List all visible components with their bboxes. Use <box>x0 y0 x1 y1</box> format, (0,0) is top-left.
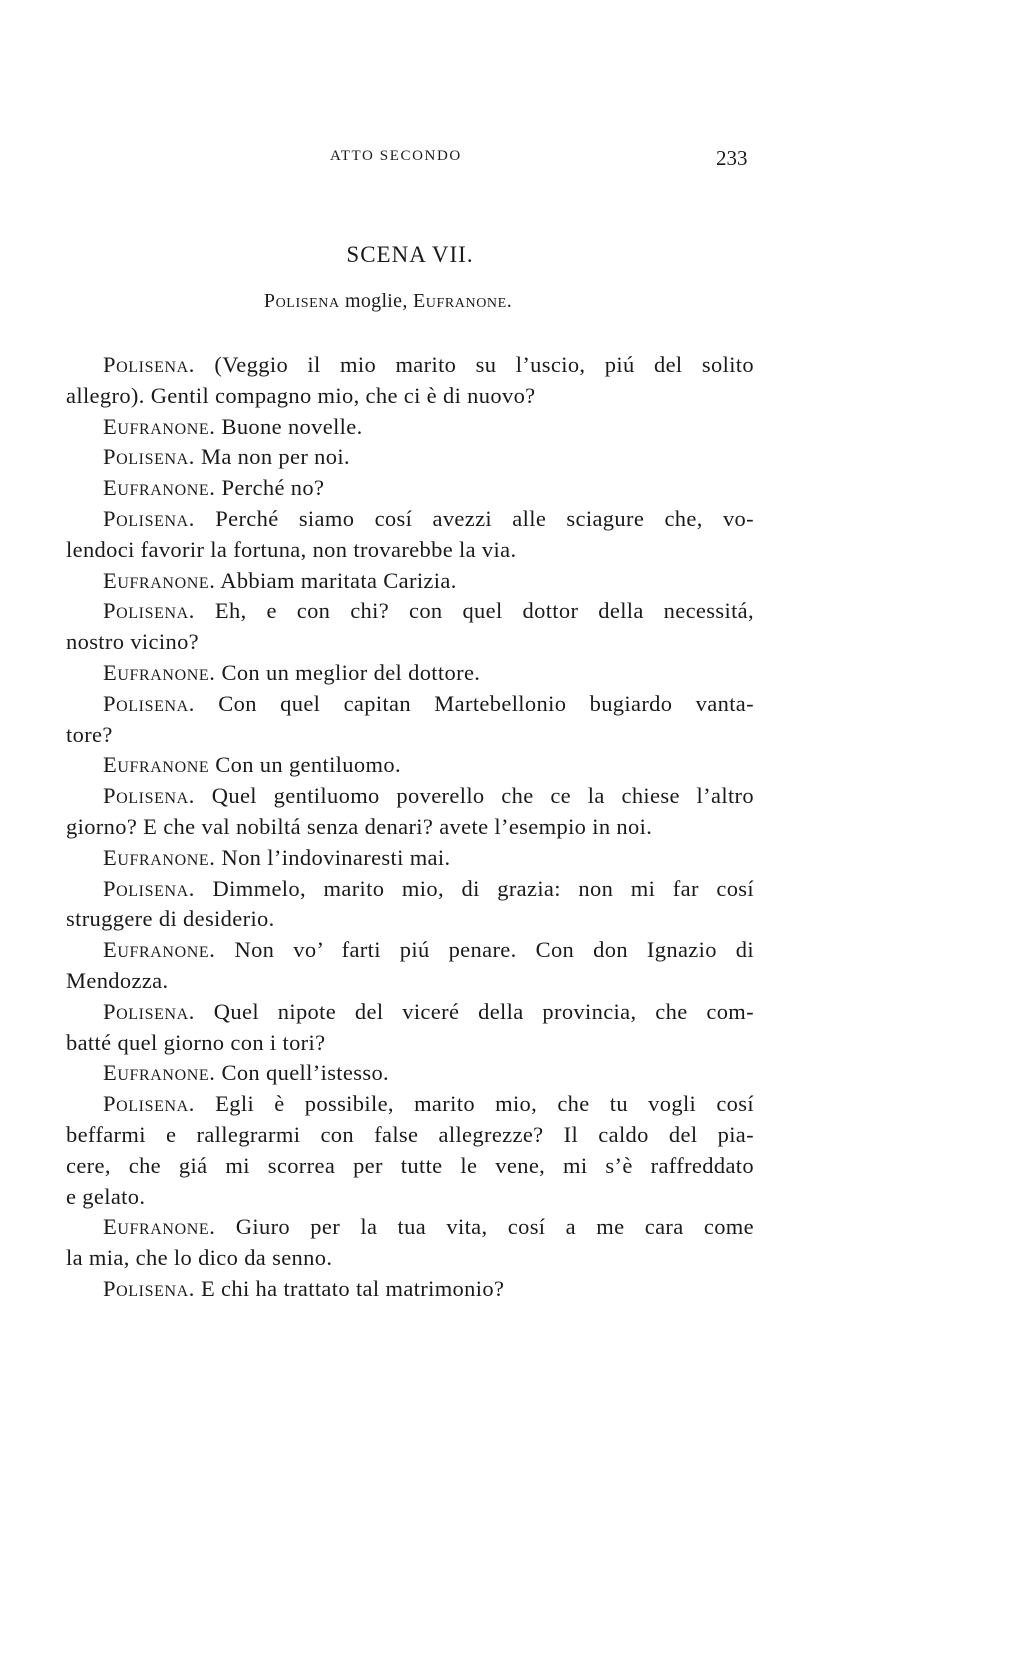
text-line <box>66 997 754 1028</box>
dialogue-body <box>66 350 754 1305</box>
line-text: Giuro per la tua vita, cosí a me cara come <box>215 1214 754 1240</box>
speaker-name: Polisena. <box>103 1275 195 1301</box>
dialogue-paragraph <box>66 658 754 689</box>
line-text: batté quel giorno con i tori? <box>66 1029 326 1055</box>
text-line <box>66 473 754 504</box>
text-line <box>66 381 754 412</box>
line-text: allegro). Gentil compagno mio, che ci è di nuovo? <box>66 382 536 408</box>
text-line <box>66 412 754 443</box>
line-text: Abbiam maritata Carizia. <box>215 567 457 593</box>
line-text: Quel gentiluomo poverello che ce la chiese l’altro <box>194 783 754 809</box>
text-line <box>66 504 754 535</box>
line-text: (Veggio il mio marito su l’uscio, piú del solito <box>194 352 754 377</box>
line-text: e gelato. <box>66 1183 146 1209</box>
text-line <box>66 596 754 627</box>
dialogue-paragraph <box>66 1212 754 1274</box>
line-text: Ma non per noi. <box>194 444 350 470</box>
dialogue-paragraph <box>66 874 754 936</box>
text-line <box>66 874 754 905</box>
text-line <box>66 1058 754 1089</box>
dialogue-paragraph <box>66 1058 754 1089</box>
scene-title: SCENA VII. <box>346 242 474 267</box>
text-line <box>66 843 754 874</box>
text-line <box>66 1120 754 1151</box>
text-line <box>66 442 754 473</box>
text-line <box>66 966 754 997</box>
speaker-name: Polisena. <box>103 998 195 1024</box>
cast-description: moglie, <box>339 290 413 312</box>
line-text: lendoci favorir la fortuna, non trovarebbe la via. <box>66 536 517 562</box>
line-text: Buone novelle. <box>215 413 363 439</box>
line-text: E chi ha trattato tal matrimonio? <box>194 1275 505 1301</box>
line-text: beffarmi e rallegrarmi con false allegrezze? Il caldo del pia- <box>66 1121 754 1147</box>
speaker-name: Eufranone. <box>103 1060 216 1086</box>
speaker-name: Eufranone <box>103 752 210 778</box>
line-text: Dimmelo, marito mio, di grazia: non mi far cosí <box>194 875 754 901</box>
running-head-title: ATTO SECONDO <box>330 148 462 164</box>
cast-speaker-eufranone: Eufranone <box>412 290 507 312</box>
speaker-name: Eufranone. <box>103 475 216 501</box>
dialogue-paragraph <box>66 750 754 781</box>
line-text: Egli è possibile, marito mio, che tu vogli cosí <box>194 1091 754 1117</box>
line-text: tore? <box>66 721 113 747</box>
dialogue-paragraph <box>66 442 754 473</box>
cast-list <box>0 290 776 313</box>
running-head <box>0 146 1016 170</box>
dialogue-paragraph <box>66 566 754 597</box>
text-line <box>66 750 754 781</box>
speaker-name: Eufranone. <box>103 413 216 439</box>
text-line <box>66 1243 754 1274</box>
cast-speaker-polisena: Polisena <box>263 290 340 312</box>
text-line <box>66 1151 754 1182</box>
speaker-name: Eufranone. <box>103 659 216 685</box>
line-text: Con quel capitan Martebellonio bugiardo vanta- <box>194 690 754 716</box>
line-text: la mia, che lo dico da senno. <box>66 1245 333 1271</box>
text-line <box>66 350 754 381</box>
line-text: Con quell’istesso. <box>215 1060 390 1086</box>
line-text: Quel nipote del viceré della provincia, che com- <box>194 998 754 1024</box>
dialogue-paragraph <box>66 997 754 1059</box>
text-line <box>66 689 754 720</box>
text-line <box>66 1182 754 1213</box>
speaker-name: Polisena. <box>103 875 195 901</box>
line-text: cere, che giá mi scorrea per tutte le vene, mi s’è raffreddato <box>66 1152 754 1178</box>
line-text: Con un meglior del dottore. <box>215 659 481 685</box>
text-line <box>66 535 754 566</box>
text-line <box>66 904 754 935</box>
speaker-name: Eufranone. <box>103 937 216 963</box>
text-line <box>66 781 754 812</box>
line-text: nostro vicino? <box>66 629 200 655</box>
line-text: Perché no? <box>215 475 325 501</box>
line-text: Perché siamo cosí avezzi alle sciagure che, vo- <box>194 505 754 531</box>
speaker-name: Polisena. <box>103 352 195 377</box>
line-text: Non l’indovinaresti mai. <box>215 844 451 870</box>
dialogue-paragraph <box>66 596 754 658</box>
text-line <box>66 935 754 966</box>
speaker-name: Polisena. <box>103 505 195 531</box>
text-line <box>66 658 754 689</box>
speaker-name: Eufranone. <box>103 1214 216 1240</box>
line-text: Con un gentiluomo. <box>209 752 401 778</box>
text-line <box>66 1274 754 1305</box>
page-number: 233 <box>716 146 748 170</box>
line-text: Non vo’ farti piú penare. Con don Ignazio di <box>215 937 754 963</box>
line-text: giorno? E che val nobiltá senza denari? avete l’esempio in noi. <box>66 813 653 839</box>
dialogue-paragraph <box>66 1089 754 1212</box>
dialogue-paragraph <box>66 504 754 566</box>
text-line <box>66 812 754 843</box>
speaker-name: Polisena. <box>103 598 195 624</box>
dialogue-paragraph <box>66 350 754 412</box>
text-line <box>66 720 754 751</box>
dialogue-paragraph <box>66 1274 754 1305</box>
dialogue-paragraph <box>66 781 754 843</box>
cast-end: . <box>506 290 513 312</box>
line-text: Eh, e con chi? con quel dottor della necessitá, <box>194 598 754 624</box>
text-line <box>66 566 754 597</box>
dialogue-paragraph <box>66 843 754 874</box>
dialogue-paragraph <box>66 473 754 504</box>
speaker-name: Polisena. <box>103 783 195 809</box>
dialogue-paragraph <box>66 689 754 751</box>
text-line <box>66 1212 754 1243</box>
text-line <box>66 1028 754 1059</box>
speaker-name: Polisena. <box>103 444 195 470</box>
text-line <box>66 1089 754 1120</box>
line-text: Mendozza. <box>66 967 169 993</box>
speaker-name: Polisena. <box>103 690 195 716</box>
speaker-name: Eufranone. <box>103 844 216 870</box>
line-text: struggere di desiderio. <box>66 906 275 932</box>
speaker-name: Polisena. <box>103 1091 195 1117</box>
dialogue-paragraph <box>66 935 754 997</box>
speaker-name: Eufranone. <box>103 567 216 593</box>
text-line <box>66 627 754 658</box>
dialogue-paragraph <box>66 412 754 443</box>
